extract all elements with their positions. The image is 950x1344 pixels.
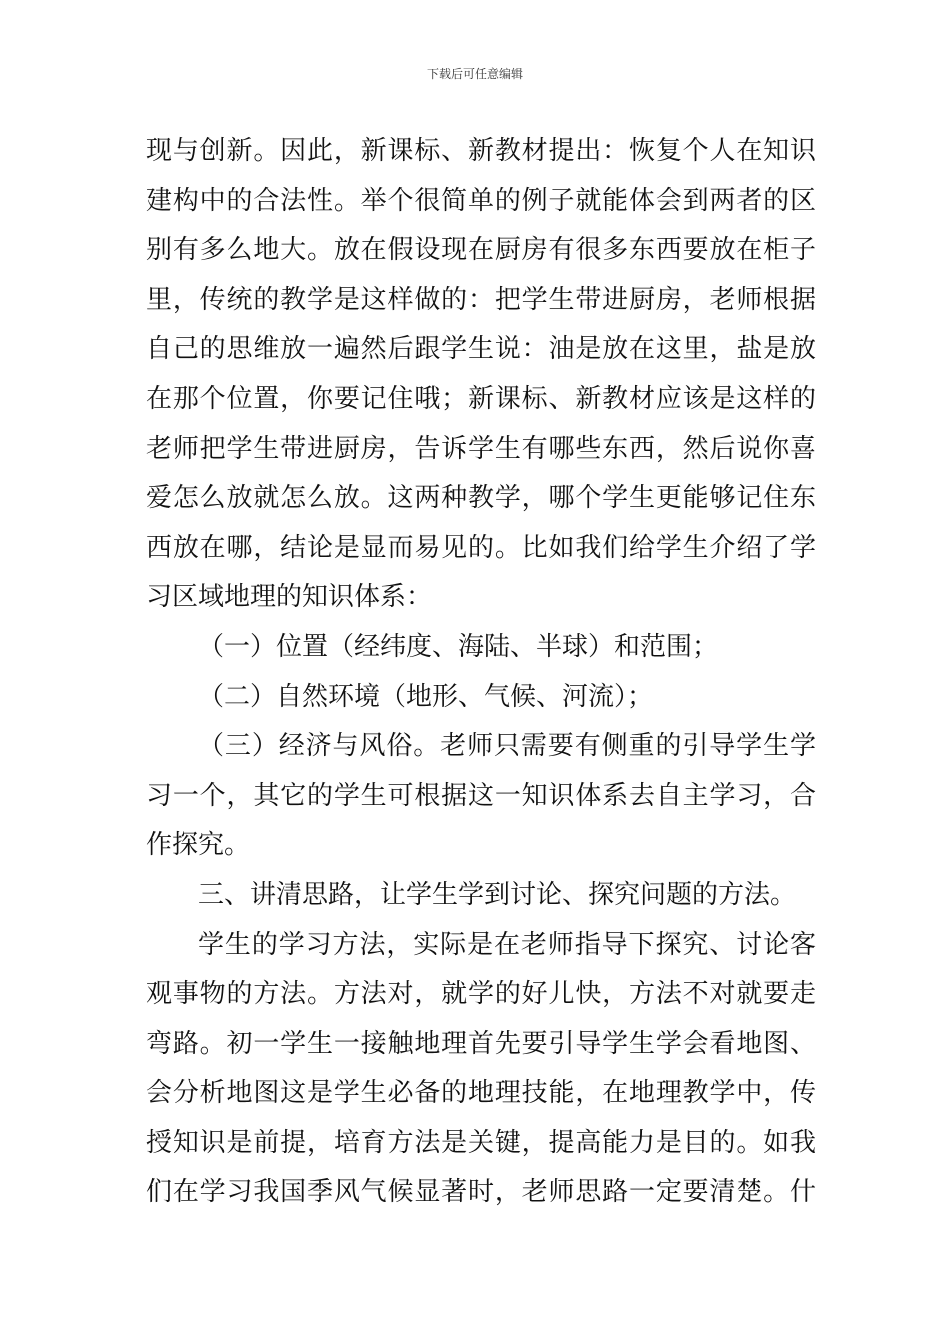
text-line: 弯路。初一学生一接触地理首先要引导学生学会看地图、 <box>146 1028 816 1059</box>
text-line: 别有多么地大。放在假设现在厨房有很多东西要放在柜子 <box>146 235 816 266</box>
page-header: 下载后可任意编辑 <box>426 67 523 81</box>
list-item: （一）位置（经纬度、海陆、半球）和范围； <box>198 631 719 662</box>
text-line: 作探究。 <box>146 830 251 861</box>
text-line: 建构中的合法性。举个很简单的例子就能体会到两者的区 <box>146 185 816 216</box>
text-line: 习一个，其它的学生可根据这一知识体系去自主学习，合 <box>146 780 816 811</box>
text-line: 习区域地理的知识体系： <box>146 582 433 613</box>
section-heading: 三、讲清思路，让学生学到讨论、探究问题的方法。 <box>198 879 797 910</box>
list-item: （三）经济与风俗。老师只需要有侧重的引导学生学 <box>198 731 816 762</box>
text-line: 观事物的方法。方法对，就学的好儿快，方法不对就要走 <box>146 979 816 1010</box>
document-body <box>146 127 816 1218</box>
text-line: 爱怎么放就怎么放。这两种教学，哪个学生更能够记住东 <box>146 483 816 514</box>
list-item: （二）自然环境（地形、气候、河流）； <box>198 681 654 712</box>
paragraph-start: 学生的学习方法，实际是在老师指导下探究、讨论客 <box>198 929 816 960</box>
text-line: 们在学习我国季风气候显著时，老师思路一定要清楚。什 <box>146 1177 816 1208</box>
text-line: 西放在哪，结论是显而易见的。比如我们给学生介绍了学 <box>146 532 816 563</box>
text-line: 在那个位置，你要记住哦；新课标、新教材应该是这样的 <box>146 383 816 414</box>
text-line: 会分析地图这是学生必备的地理技能，在地理教学中，传 <box>146 1078 816 1109</box>
text-line: 现与创新。因此，新课标、新教材提出：恢复个人在知识 <box>146 136 816 166</box>
text-line: 老师把学生带进厨房，告诉学生有哪些东西，然后说你喜 <box>146 433 816 464</box>
text-line: 自己的思维放一遍然后跟学生说：油是放在这里，盐是放 <box>146 334 816 365</box>
text-line: 里，传统的教学是这样做的：把学生带进厨房，老师根据 <box>146 284 816 315</box>
text-line: 授知识是前提，培育方法是关键，提高能力是目的。如我 <box>146 1127 816 1158</box>
